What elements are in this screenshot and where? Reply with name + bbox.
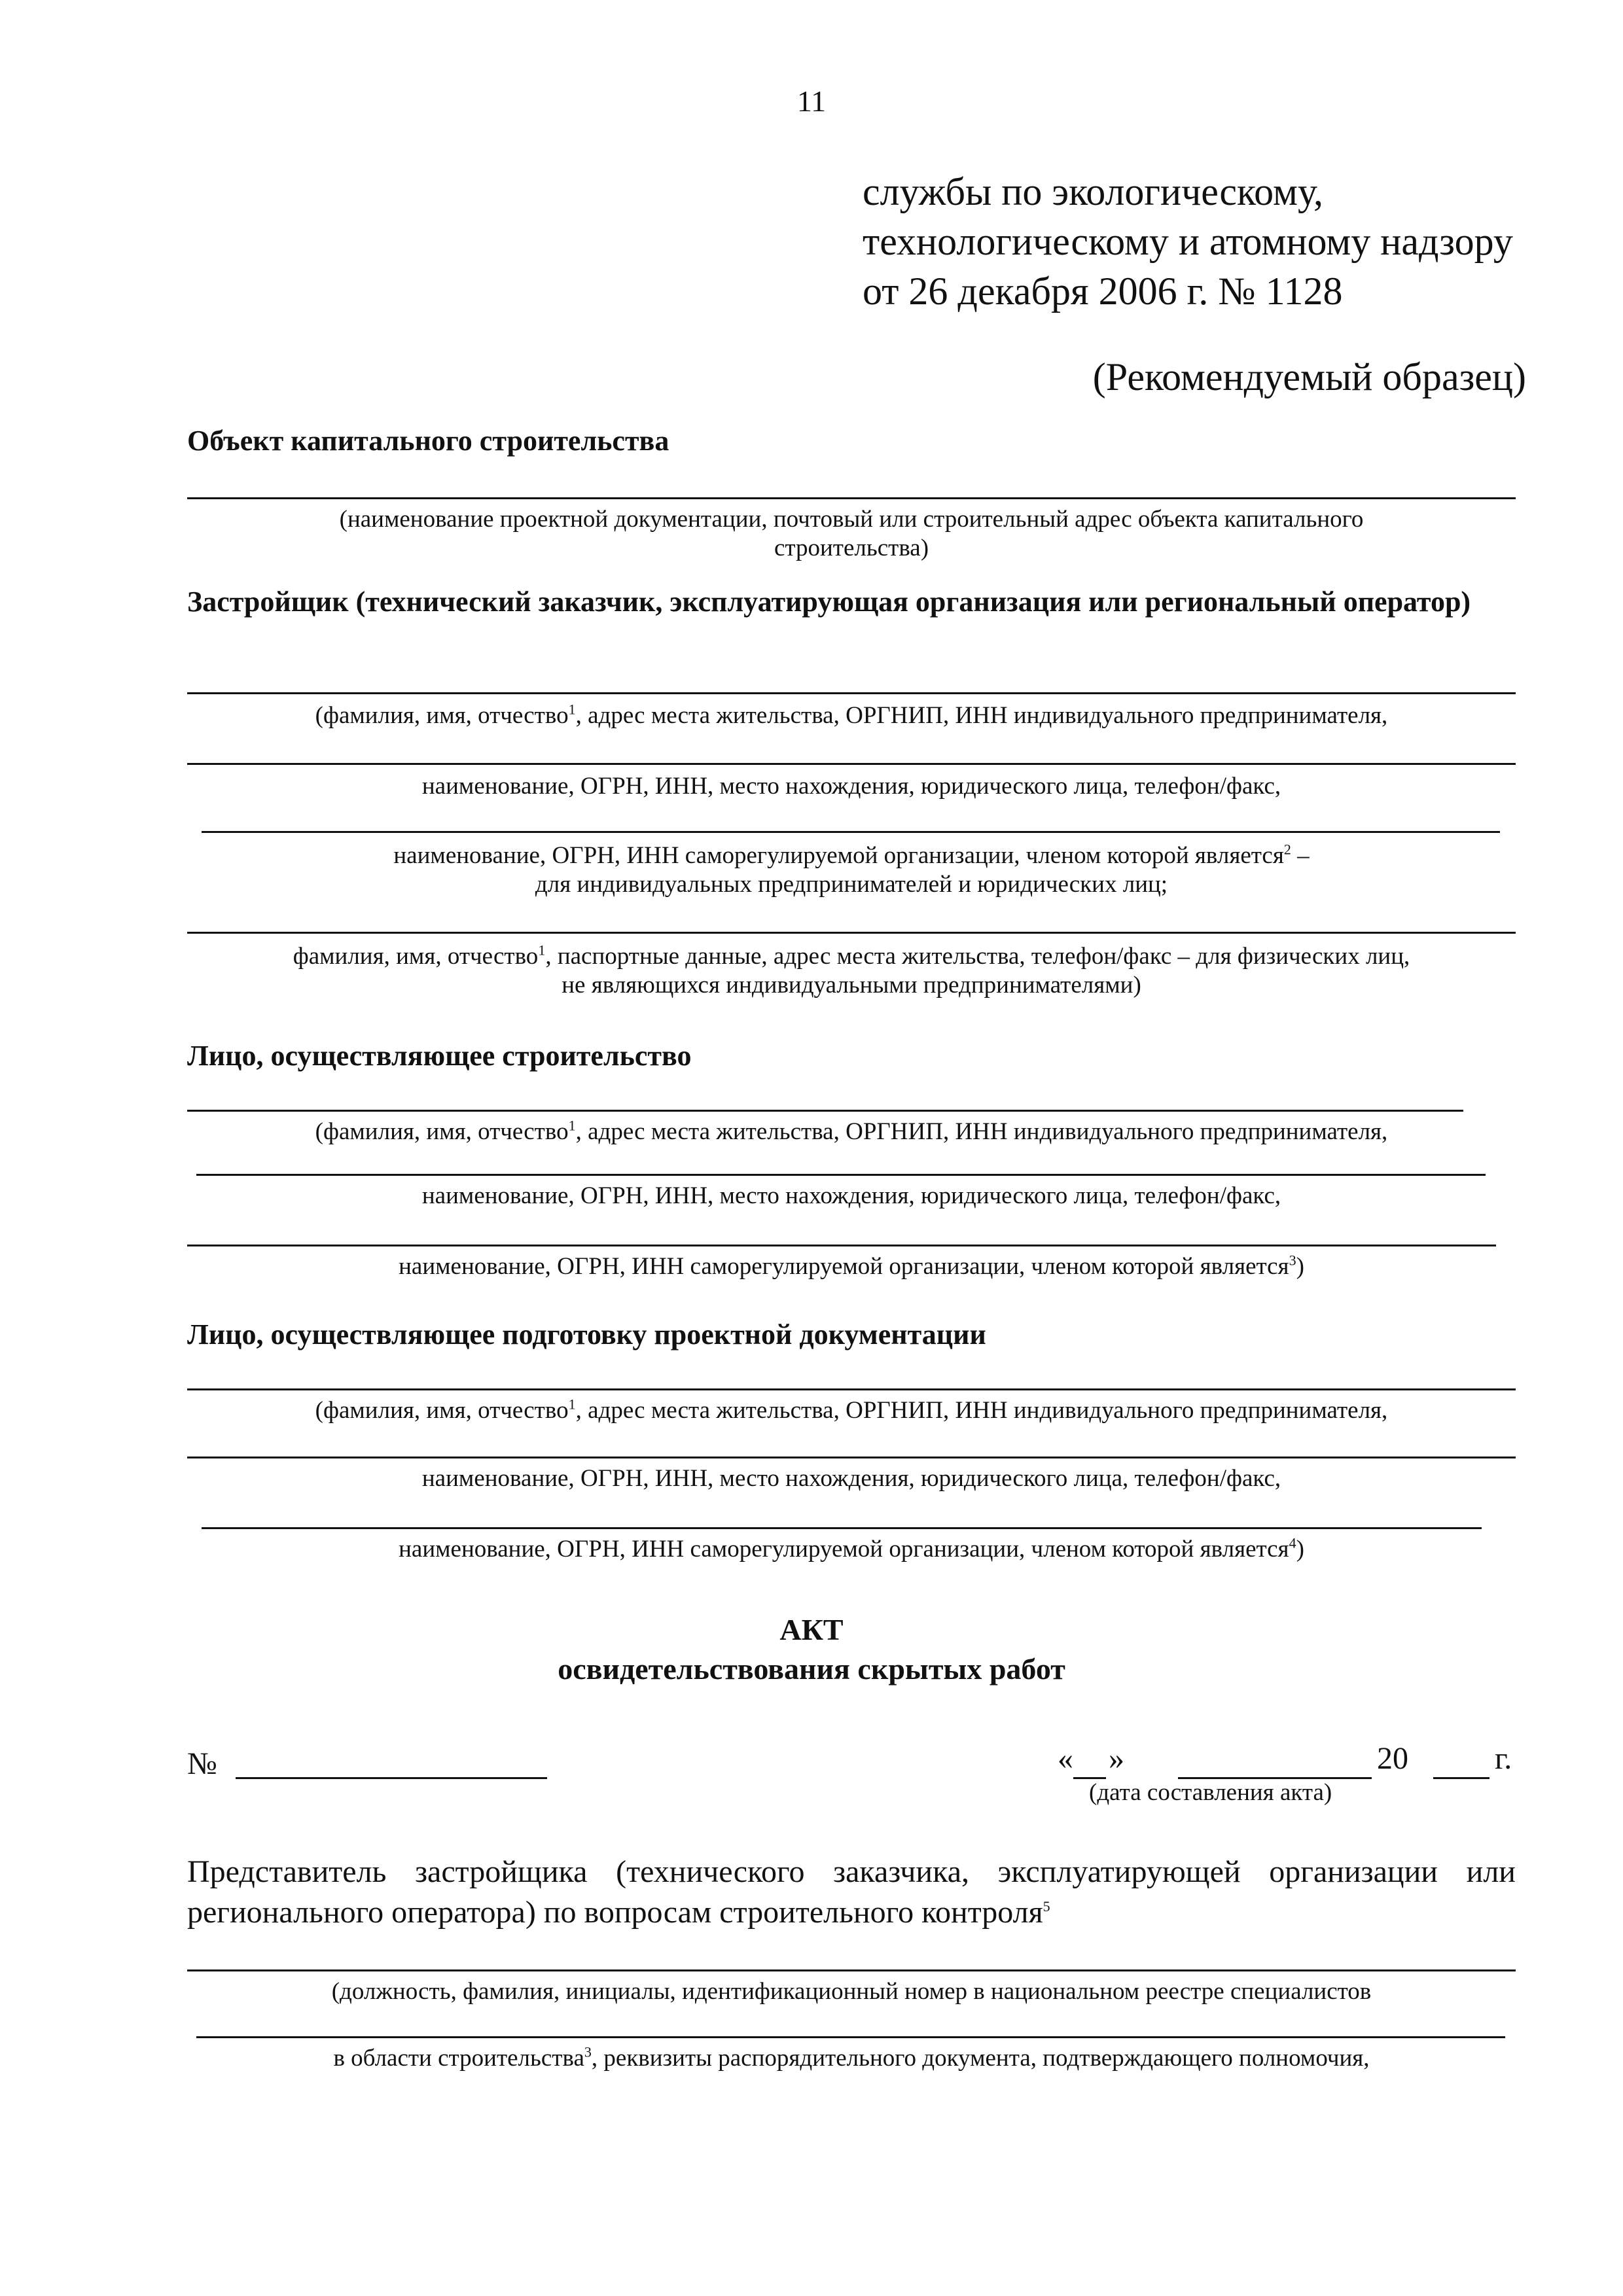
builder-caption-2: наименование, ОГРН, ИНН, место нахождения, юридического лица, телефон/факс, — [421, 1182, 1281, 1209]
header-line-1: службы по экологическому, — [863, 170, 1323, 213]
designer-line-1[interactable] — [187, 1388, 1516, 1390]
builder-caption-3: наименование, ОГРН, ИНН саморегулируемой организации, членом которой является$^3$) — [399, 1252, 1304, 1280]
page-number: 11 — [796, 84, 827, 118]
builder-line-1[interactable] — [187, 1110, 1463, 1112]
object-title: Объект капитального строительства — [187, 425, 669, 457]
representative-line-1[interactable] — [187, 1969, 1516, 1971]
representative-caption-1: (должность, фамилия, инициалы, идентификационный номер в национальном реестре специалистов — [331, 1978, 1372, 2005]
act-number-field[interactable] — [236, 1777, 547, 1779]
representative-text: Представитель застройщика (технического заказчика, эксплуатирующей организации или регионального оператора) по вопросам строительного контроля$^5$ — [187, 1854, 1516, 1930]
header-line-3: от 26 декабря 2006 г. № 1128 — [863, 270, 1343, 313]
act-number-sign: № — [187, 1746, 217, 1781]
sample-label: (Рекомендуемый образец) — [1092, 355, 1526, 398]
developer-line-2[interactable] — [187, 763, 1516, 765]
builder-line-3[interactable] — [187, 1245, 1496, 1246]
developer-caption-3: наименование, ОГРН, ИНН саморегулируемой организации, членом которой является$^2$ – для индивидуальных предпринимателей и юридических лиц; — [393, 841, 1310, 898]
developer-caption-1: (фамилия, имя, отчество$^1$, адрес места жительства, ОРГНИП, ИНН индивидуального предпринимателя, — [315, 701, 1388, 729]
year-prefix: 20 — [1377, 1741, 1408, 1776]
object-caption: (наименование проектной документации, почтовый или строительный адрес объекта капитального строительства) — [339, 506, 1364, 561]
year-field[interactable] — [1433, 1777, 1489, 1779]
builder-line-2[interactable] — [196, 1174, 1486, 1176]
act-subtitle: освидетельствования скрытых работ — [558, 1652, 1065, 1686]
developer-line-4[interactable] — [187, 932, 1516, 934]
developer-line-1[interactable] — [187, 692, 1516, 694]
designer-caption-2: наименование, ОГРН, ИНН, место нахождения, юридического лица, телефон/факс, — [421, 1465, 1281, 1492]
designer-caption-1: (фамилия, имя, отчество$^1$, адрес места жительства, ОРГНИП, ИНН индивидуального предпринимателя, — [315, 1396, 1388, 1424]
designer-caption-3: наименование, ОГРН, ИНН саморегулируемой организации, членом которой является$^4$) — [399, 1534, 1304, 1563]
date-close-quote: » — [1109, 1741, 1124, 1776]
representative-line-2[interactable] — [196, 2036, 1505, 2038]
date-open-quote: « — [1058, 1741, 1073, 1776]
developer-caption-4: фамилия, имя, отчество$^1$, паспортные данные, адрес места жительства, телефон/факс – для физических лиц, не являющихся индивидуальными предпринимателями) — [293, 942, 1410, 998]
year-suffix: г. — [1495, 1741, 1512, 1776]
designer-title: Лицо, осуществляющее подготовку проектной документации — [187, 1318, 986, 1351]
act-title: АКТ — [779, 1613, 844, 1646]
developer-caption-2: наименование, ОГРН, ИНН, место нахождения, юридического лица, телефон/факс, — [421, 773, 1281, 800]
developer-title: Застройщик (технический заказчик, эксплуатирующая организация или региональный оператор) — [187, 586, 1471, 618]
designer-line-2[interactable] — [187, 1457, 1516, 1458]
developer-line-3[interactable] — [202, 831, 1500, 833]
builder-caption-1: (фамилия, имя, отчество$^1$, адрес места жительства, ОРГНИП, ИНН индивидуального предпринимателя, — [315, 1117, 1388, 1145]
object-line[interactable] — [187, 497, 1516, 499]
representative-caption-2: в области строительства$^3$, реквизиты распорядительного документа, подтверждающего полномочия, — [333, 2043, 1370, 2072]
header-line-2: технологическому и атомному надзору — [863, 220, 1513, 263]
designer-line-3[interactable] — [202, 1527, 1482, 1529]
builder-title: Лицо, осуществляющее строительство — [187, 1040, 692, 1072]
date-caption: (дата составления акта) — [1089, 1779, 1332, 1806]
